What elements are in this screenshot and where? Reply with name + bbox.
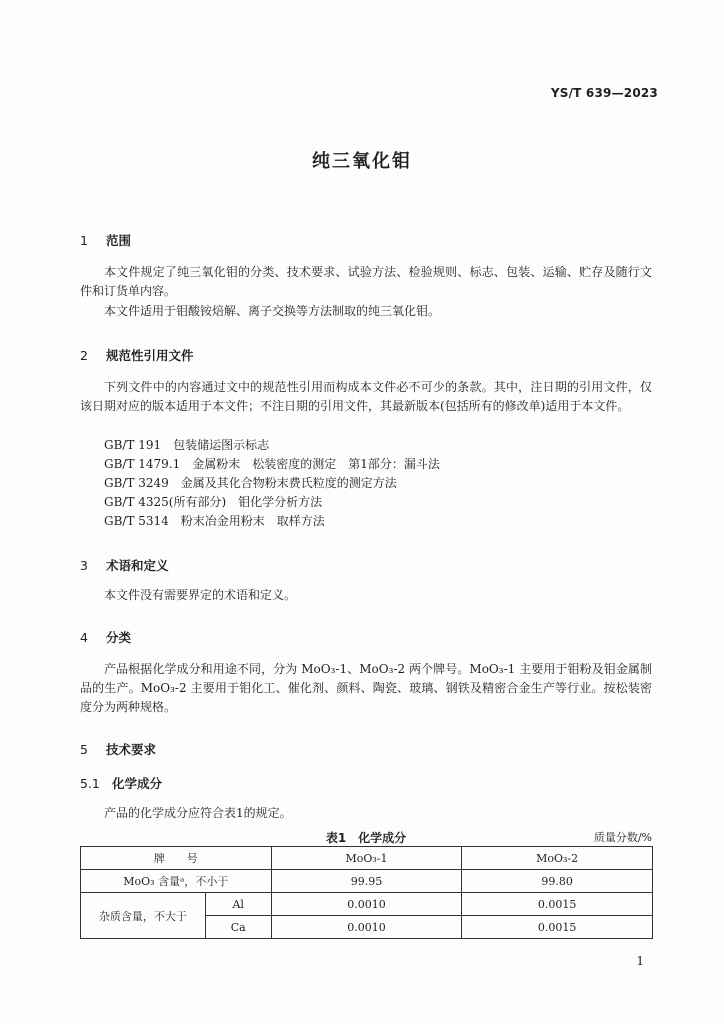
reference-item: GB/T 3249 金属及其化合物粉末费氏粒度的测定方法: [104, 476, 397, 490]
impurity-value: 0.0010: [271, 893, 462, 916]
section-title: 化学成分: [112, 776, 163, 791]
section-number: 2: [80, 348, 88, 363]
section-number: 1: [80, 233, 88, 248]
impurity-value: 0.0010: [271, 916, 462, 939]
reference-item: GB/T 4325(所有部分) 钼化学分析方法: [104, 495, 323, 509]
section-1-heading: [80, 231, 131, 249]
table-row-moo3: [81, 870, 653, 893]
section-2-heading: [80, 346, 194, 364]
section-4-heading: [80, 628, 131, 646]
table-header-row: [81, 847, 653, 870]
table-unit: 质量分数/%: [593, 831, 652, 844]
reference-item: GB/T 191 包装储运图示标志: [104, 438, 270, 452]
section-title: 术语和定义: [106, 558, 169, 573]
section-number: 5.1: [80, 776, 100, 791]
section-number: 3: [80, 558, 88, 573]
document-title: 纯三氧化钼: [312, 151, 412, 172]
reference-item: GB/T 5314 粉末冶金用粉末 取样方法: [104, 514, 325, 528]
section-1-paragraph-1: 本文件规定了纯三氧化钼的分类、技术要求、试验方法、检验规则、标志、包装、运输、贮存及随行文件和订货单内容。: [80, 265, 652, 298]
section-number: 4: [80, 630, 88, 645]
section-5-1-paragraph-1: 产品的化学成分应符合表1的规定。: [104, 806, 292, 820]
chemical-composition-table: [80, 846, 653, 939]
section-5-1-heading: [80, 774, 162, 792]
moo3-content-value-1: 99.95: [271, 870, 462, 893]
section-number: 5: [80, 742, 88, 757]
section-1-paragraph-2: 本文件适用于钼酸铵焙解、离子交换等方法制取的纯三氧化钼。: [104, 304, 441, 318]
moo3-content-value-2: 99.80: [462, 870, 653, 893]
page-number: 1: [636, 954, 644, 968]
standard-number: YS/T 639—2023: [550, 86, 658, 100]
section-title: 规范性引用文件: [106, 348, 194, 363]
moo3-content-label: MoO₃ 含量ᵃ，不小于: [81, 870, 272, 893]
section-5-heading: [80, 740, 156, 758]
section-title: 范围: [106, 233, 132, 248]
impurity-element: Al: [205, 893, 271, 916]
section-title: 技术要求: [106, 742, 157, 757]
impurity-element: Ca: [205, 916, 271, 939]
section-title: 分类: [106, 630, 132, 645]
table-caption: 表1 化学成分: [325, 831, 407, 845]
reference-item: GB/T 1479.1 金属粉末 松装密度的测定 第1部分：漏斗法: [104, 457, 440, 471]
section-3-heading: [80, 556, 169, 574]
impurity-value: 0.0015: [462, 916, 653, 939]
section-3-paragraph-1: 本文件没有需要界定的术语和定义。: [104, 588, 297, 602]
header-grade-1: MoO₃-1: [271, 847, 462, 870]
table-row-al: [81, 893, 653, 916]
section-2-paragraph-1: 下列文件中的内容通过文中的规范性引用而构成本文件必不可少的条款。其中，注日期的引用文件，仅该日期对应的版本适用于本文件；不注日期的引用文件，其最新版本(包括所有的修改单)适用于本文件。: [80, 380, 652, 413]
header-grade-2: MoO₃-2: [462, 847, 653, 870]
section-4-paragraph-1: 产品根据化学成分和用途不同，分为 MoO₃-1、MoO₃-2 两个牌号。MoO₃-1 主要用于钼粉及钼金属制品的生产。MoO₃-2 主要用于钼化工、催化剂、颜料、陶瓷、玻璃、钢铁及精密合金生产等行业。按松装密度分为两种规格。: [80, 662, 652, 714]
impurity-label: 杂质含量，不大于: [81, 893, 206, 939]
header-grade-label: 牌 号: [81, 847, 272, 870]
impurity-value: 0.0015: [462, 893, 653, 916]
